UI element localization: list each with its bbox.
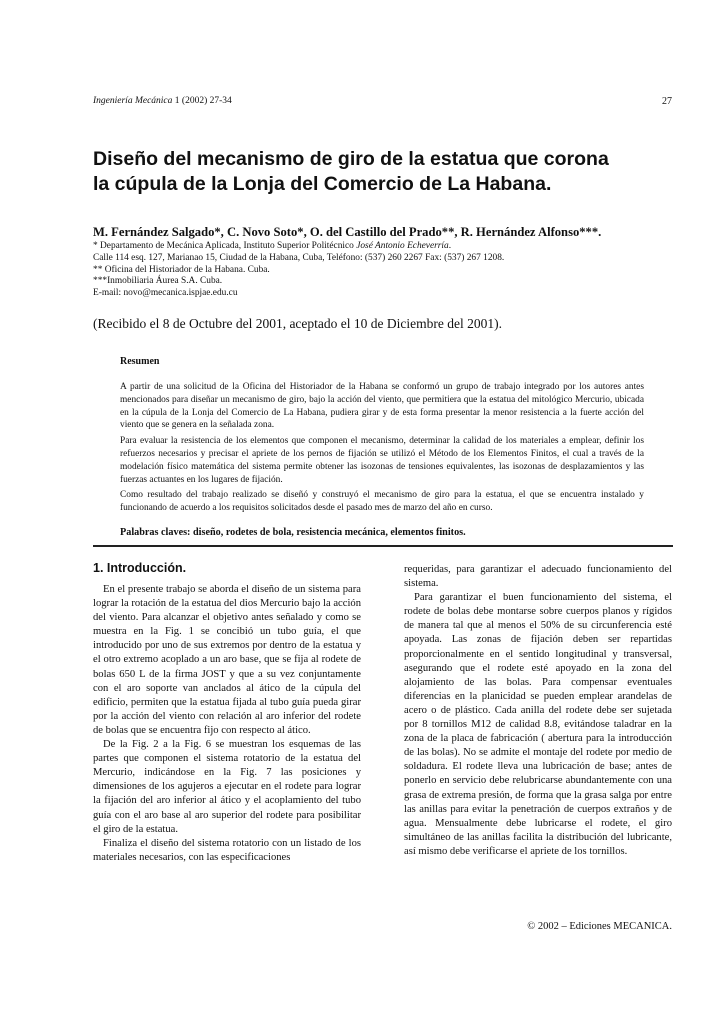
- abstract-paragraph: Para evaluar la resistencia de los elementos que componen el mecanismo, determinar la calidad de los materiales a emplear, definir los refuerzos necesarios y precisar el apriete de los pernos de fijación se utilizó el Método de los Elementos Finitos, el cual a través de la modelación físico matemática del sistema permite obtener las isozonas de tensiones equivalentes, las isozonas de desplazamientos y las fuerzas actuantes en los lugares de fijación.: [120, 436, 644, 485]
- author-list: M. Fernández Salgado*, C. Novo Soto*, O. del Castillo del Prado**, R. Hernández Alfonso***.: [93, 225, 602, 239]
- body-paragraph: Finaliza el diseño del sistema rotatorio con un listado de los materiales necesarios, con las especificaciones: [93, 837, 361, 863]
- section-divider: [93, 545, 673, 547]
- journal-citation: 1 (2002) 27-34: [172, 96, 232, 106]
- title-line: Diseño del mecanismo de giro de la estatua que corona: [93, 148, 609, 170]
- affiliation-line: Calle 114 esq. 127, Marianao 15, Ciudad de la Habana, Cuba, Teléfono: (537) 260 2267 Fax: (537) 267 1208.: [93, 252, 505, 263]
- abstract-paragraph: Como resultado del trabajo realizado se diseñó y construyó el mecanismo de giro para la estatua, el que se encuentra instalado y funcionando de acuerdo a los requisitos solicitados desde el pasado mes de marzo del año en curso.: [120, 490, 644, 514]
- left-column: [93, 583, 361, 865]
- running-header: [93, 96, 232, 106]
- affiliations: [93, 241, 693, 300]
- affiliation-line: [93, 241, 693, 253]
- keywords: Palabras claves: diseño, rodetes de bola, resistencia mecánica, elementos finitos.: [120, 527, 466, 538]
- body-paragraph: requeridas, para garantizar el adecuado funcionamiento del sistema.: [404, 564, 672, 590]
- title-line: la cúpula de la Lonja del Comercio de La Habana.: [93, 173, 552, 195]
- affiliation-line: ***Inmobiliaria Áurea S.A. Cuba.: [93, 276, 223, 287]
- institute-name: José Antonio Echeverría: [356, 241, 449, 251]
- section-heading: 1. Introducción.: [93, 561, 187, 575]
- body-paragraph: En el presente trabajo se aborda el diseño de un sistema para lograr la rotación de la estatua del dios Mercurio bajo la acción del viento. Para alcanzar el objetivo antes señalado y como se muestra en la Fig. 1 se concibió un tubo guía, el que introducido por uno de sus extremos por dentro de la estatua y el otro extremo acoplado a un aro base, que se fija al rodete de bolas 650 L de la firma JOST y que a su vez conjuntamente con el aro soporte van anclados al ático de la cúpula del edificio, permiten que la estatua fijada al tubo guía pueda girar por la acción del viento con relación al aro inferior del rodete de bolas que se encuentra fijo con respecto al ático.: [93, 584, 361, 736]
- affiliation-text: .: [448, 241, 452, 251]
- email-line: E-mail: novo@mecanica.ispjae.edu.cu: [93, 288, 238, 299]
- paper-title: [93, 147, 683, 197]
- copyright-footer: © 2002 – Ediciones MECANICA.: [527, 921, 672, 932]
- page-number: 27: [662, 96, 672, 107]
- journal-name: Ingeniería Mecánica: [93, 96, 173, 106]
- abstract-paragraph: A partir de una solicitud de la Oficina del Historiador de la Habana se conformó un grupo de trabajo integrado por los autores antes mencionados para diseñar un mecanismo de giro, bajo la acción del viento, que permitiera que la estatua del mitológico Mercurio, ubicada en la cúpula de la Lonja del Comercio de La Habana, pudiera girar y de esta forma presentar la menor resistencia a la fuerte acción del viento que se genera en la señalada zona.: [120, 382, 644, 431]
- body-paragraph: Para garantizar el buen funcionamiento del sistema, el rodete de bolas debe montarse sobre cuerpos planos y rígidos de manera tal que al menos el 50% de su circunferencia esté apoyada. Las zonas de fijación deben ser repartidas proporcionalmente en el sentido longitudinal y transversal, asegurando que el rodete esté apoyado en la zona del alojamiento de las bolas. Para compensar eventuales diferencias en la planicidad se pueden emplear arandelas de acero o de plástico. Cada anilla del rodete debe ser sujetada por 8 tornillos M12 de calidad 8.8, evitándose taladrar en la zona de la placa de fabricación ( abertura para la introducción de las bolas). No se admite el montaje del rodete por medio de soldadura. El rodete lleva una lubricación de base; antes de ponerlo en servicio debe relubricarse abundantemente con una grasa de extrema presión, de forma que la grasa salga por entre las anillas para evitar la penetración de cuerpos extraños y de agua. Mensualmente debe lubricarse el rodete, el giro simultáneo de las anillas facilita la distribución del lubricante, así mismo debe verificarse el apriete de los tornillos.: [404, 592, 672, 857]
- abstract-heading: Resumen: [120, 356, 160, 367]
- affiliation-text: * Departamento de Mecánica Aplicada, Instituto Superior Politécnico: [93, 241, 357, 251]
- abstract-body: [120, 381, 644, 518]
- affiliation-line: ** Oficina del Historiador de la Habana. Cuba.: [93, 264, 270, 275]
- right-column: [404, 563, 672, 859]
- body-paragraph: De la Fig. 2 a la Fig. 6 se muestran los esquemas de las partes que componen el sistema rotatorio de la estatua del Mercurio, indicándose en la Fig. 7 las posiciones y dimensiones de los agujeros a ejecutar en el rodete para lograr la fijación del aro inferior al ático y el acoplamiento del tubo guía con el aro base al aro superior del rodete para posibilitar el giro de la estatua.: [93, 739, 361, 835]
- received-dates: (Recibido el 8 de Octubre del 2001, aceptado el 10 de Diciembre del 2001).: [93, 316, 502, 331]
